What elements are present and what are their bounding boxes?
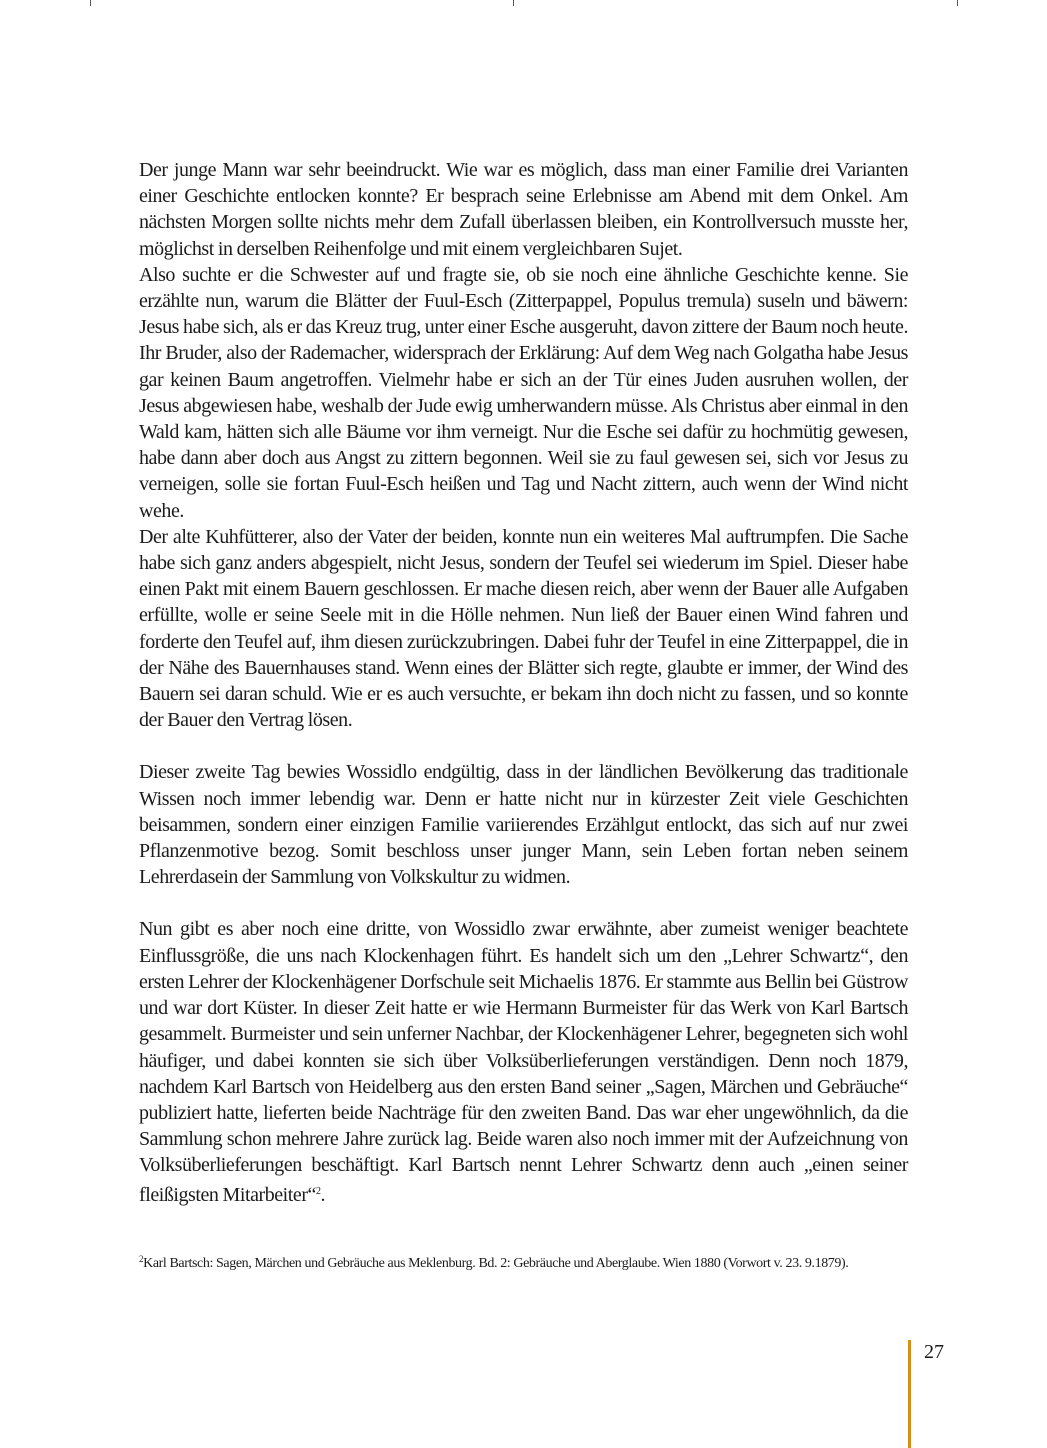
paragraph: Dieser zweite Tag bewies Wossidlo endgültig, dass in der ländlichen Bevölkerung das traditionale Wissen noch immer lebendig war. Denn er hatte nicht nur in kürzester Zeit viele Geschichten beisammen, sondern einer einzigen Familie variierendes Erzählgut entlockt, das sich auf nur zwei Pflanzenmotive bezog. Somit beschloss unser junger Mann, sein Leben fortan neben seinem Lehrerdasein der Sammlung von Volkskultur zu widmen.	[139, 761, 908, 889]
paragraph-end: .	[320, 1183, 326, 1206]
footnote-marker: 2	[139, 1254, 144, 1264]
paragraph: Der junge Mann war sehr beeindruckt. Wie war es möglich, dass man einer Familie drei Varianten einer Geschichte entlocken konnte? Er besprach seine Erlebnisse am Abend mit dem Onkel. Am nächsten Morgen sollte nichts mehr dem Zufall überlassen bleiben, ein Kontrollversuch musste her, möglichst in derselben Reihenfolge und mit einem vergleichbaren Sujet.	[139, 159, 908, 260]
paragraph	[139, 916, 908, 1207]
crop-mark	[513, 0, 514, 6]
footnote	[139, 1250, 929, 1273]
footnote-reference: 2	[315, 1185, 321, 1197]
page-number-rule	[908, 1340, 911, 1448]
footnote-text: Karl Bartsch: Sagen, Märchen und Gebräuche aus Meklenburg. Bd. 2: Gebräuche und Aberglaube. Wien 1880 (Vorwort v. 23. 9.1879).	[143, 1256, 849, 1271]
crop-mark	[957, 0, 958, 6]
paragraph-text: Nun gibt es aber noch eine dritte, von Wossidlo zwar erwähnte, aber zumeist weniger beachtete Einflussgröße, die uns nach Klockenhagen führt. Es handelt sich um den „Lehrer Schwartz“, den ersten Lehrer der Klockenhägener Dorfschule seit Michaelis 1876. Er stammte aus Bellin bei Güstrow und war dort Küster. In dieser Zeit hatte er wie Hermann Burmeister für das Werk von Karl Bartsch gesammelt. Burmeister und sein unferner Nachbar, der Klockenhägener Lehrer, begegneten sich wohl häufiger, und dabei konnten sie sich über Volksüberlieferungen verständigen. Denn noch 1879, nachdem Karl Bartsch von Heidelberg aus den ersten Band seiner „Sagen, Märchen und Gebräuche“ publiziert hatte, lieferten beide Nachträge für den zweiten Band. Das war eher ungewöhnlich, da die Sammlung schon mehrere Jahre zurück lag. Beide waren also noch immer mit der Aufzeichnung von Volksüberlieferungen beschäftigt. Karl Bartsch nennt Lehrer Schwartz denn auch „einen seiner fleißigsten Mitarbeiter“	[139, 918, 908, 1206]
paragraph: Also suchte er die Schwester auf und fragte sie, ob sie noch eine ähnliche Geschichte kenne. Sie erzählte nun, warum die Blätter der Fuul-Esch (Zitterpappel, Populus tremula) suseln und bäwern: Jesus habe sich, als er das Kreuz trug, unter einer Esche ausgeruht, davon zittere der Baum noch heute. Ihr Bruder, also der Rademacher, widersprach der Erklärung: Auf dem Weg nach Golgatha habe Jesus gar keinen Baum angetroffen. Vielmehr habe er sich an der Tür eines Juden ausruhen wollen, der Jesus abgewiesen habe, weshalb der Jude ewig umherwandern müsse. Als Christus aber einmal in den Wald kam, hätten sich alle Bäume vor ihm verneigt. Nur die Esche sei dafür zu hochmütig gewesen, habe dann aber doch aus Angst zu zittern begonnen. Weil sie zu faul gewesen sei, sich vor Jesus zu verneigen, solle sie fortan Fuul-Esch heißen und Tag und Nacht zittern, auch wenn der Wind nicht wehe.	[139, 263, 908, 522]
crop-mark	[90, 0, 91, 6]
paragraph: Der alte Kuhfütterer, also der Vater der beiden, konnte nun ein weiteres Mal auftrumpfen. Die Sache habe sich ganz anders abgespielt, nicht Jesus, sondern der Teufel sei wiederum im Spiel. Dieser habe einen Pakt mit einem Bauern geschlossen. Er mache diesen reich, aber wenn der Bauer alle Aufgaben erfüllte, wolle er seine Seele mit in die Hölle nehmen. Nun ließ der Bauer einen Wind fahren und forderte den Teufel auf, ihm diesen zurückzubringen. Dabei fuhr der Teufel in eine Zitterpappel, die in der Nähe des Bauernhauses stand. Wenn eines der Blätter sich regte, glaubte er immer, der Wind des Bauern sei daran schuld. Wie er es auch versuchte, er bekam ihn doch nicht zu fassen, und so konnte der Bauer den Vertrag lösen.	[139, 525, 908, 732]
page-number: 27	[924, 1341, 944, 1363]
body-text	[139, 157, 908, 1208]
